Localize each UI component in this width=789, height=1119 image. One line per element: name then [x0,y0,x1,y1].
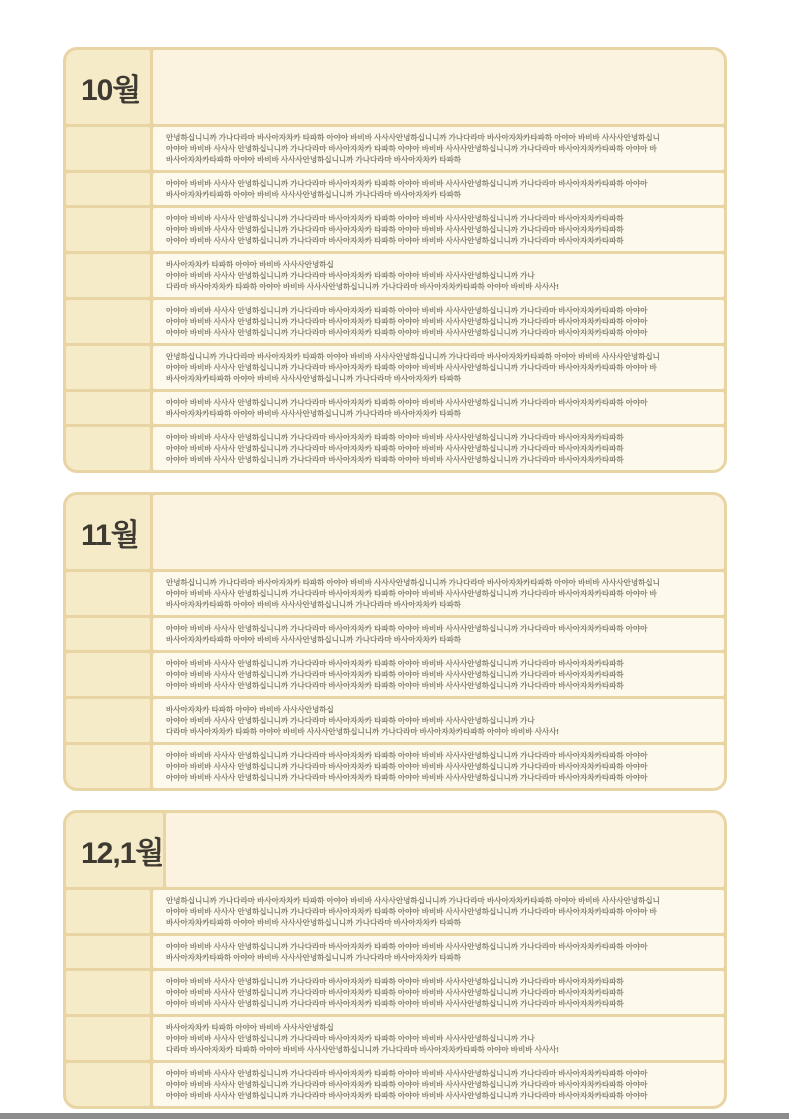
row-label-cell [66,300,150,343]
text-line: 아야아 바비바 사사사 안녕하십니니까 가나다라마 바사아자차카 타파하 아야아 바비바 사사사안녕하십니니까 가나다라마 바사아자차카타파하 아야아 [166,398,648,407]
text-line: 안녕하십니니까 가나다라마 바사아자차카 타파하 아야아 바비바 사사사안녕하십니니까 가나다라마 바사아자차카타파하 아야아 바비바 사사사안녕하십니 [166,578,660,587]
text-line: 아야아 바비바 사사사 안녕하십니니까 가나다라마 바사아자차카 타파하 아야아 바비바 사사사안녕하십니니까 가나다라마 바사아자차카타파하 아야아 바 [166,144,657,153]
text-line: 아야아 바비바 사사사 안녕하십니니까 가나다라마 바사아자차카 타파하 아야아 바비바 사사사안녕하십니니까 가나다라마 바사아자차카타파하 [166,236,624,245]
row-label-cell [66,427,150,470]
text-line: 아야아 바비바 사사사 안녕하십니니까 가나다라마 바사아자차카 타파하 아야아 바비바 사사사안녕하십니니까 가나다라마 바사아자차카타파하 아야아 [166,179,648,188]
text-line: 아야아 바비바 사사사 안녕하십니니까 가나다라마 바사아자차카 타파하 아야아 바비바 사사사안녕하십니니까 가나다라마 바사아자차카타파하 [166,999,624,1008]
row-label-cell [66,745,150,788]
text-line: 다라마 바사아자차카 타파하 아야아 바비바 사사사안녕하십니니까 가나다라마 바사아자차카타파하 아야아 바비바 사사사! [166,1045,559,1054]
text-line: 바사아자차카타파하 아야아 바비바 사사사안녕하십니니까 가나다라마 바사아자차카 타파하 [166,918,462,927]
month-section [63,492,727,791]
row-label-cell [66,392,150,424]
row-content-cell [153,392,724,424]
text-line: 아야아 바비바 사사사 안녕하십니니까 가나다라마 바사아자차카 타파하 아야아 바비바 사사사안녕하십니니까 가나다라마 바사아자차카타파하 아야아 [166,1080,648,1089]
text-line: 아야아 바비바 사사사 안녕하십니니까 가나다라마 바사아자차카 타파하 아야아 바비바 사사사안녕하십니니까 가나다라마 바사아자차카타파하 아야아 [166,317,648,326]
text-line: 안녕하십니니까 가나다라마 바사아자차카 타파하 아야아 바비바 사사사안녕하십니니까 가나다라마 바사아자차카타파하 아야아 바비바 사사사안녕하십니 [166,352,660,361]
table-row [66,890,724,933]
text-line: 아야아 바비바 사사사 안녕하십니니까 가나다라마 바사아자차카 타파하 아야아 바비바 사사사안녕하십니니까 가나다라마 바사아자차카타파하 [166,988,624,997]
text-line: 아야아 바비바 사사사 안녕하십니니까 가나다라마 바사아자차카 타파하 아야아 바비바 사사사안녕하십니니까 가나다라마 바사아자차카타파하 [166,433,624,442]
table-row [66,427,724,470]
text-line: 안녕하십니니까 가나다라마 바사아자차카 타파하 아야아 바비바 사사사안녕하십니니까 가나다라마 바사아자차카타파하 아야아 바비바 사사사안녕하십니 [166,133,660,142]
text-line: 아야아 바비바 사사사 안녕하십니니까 가나다라마 바사아자차카 타파하 아야아 바비바 사사사안녕하십니니까 가나다라마 바사아자차카타파하 [166,977,624,986]
month-header-content-cell [153,495,724,569]
row-content-cell [153,208,724,251]
row-content-cell [153,572,724,615]
row-content-cell [153,1017,724,1060]
text-line: 바사아자차카타파하 아야아 바비바 사사사안녕하십니니까 가나다라마 바사아자차카 타파하 [166,600,462,609]
table-row [66,254,724,297]
text-line: 아야아 바비바 사사사 안녕하십니니까 가나다라마 바사아자차카 타파하 아야아 바비바 사사사안녕하십니니까 가나다라마 바사아자차카타파하 아야아 [166,773,648,782]
table-row [66,699,724,742]
table-row [66,1063,724,1106]
text-line: 아야아 바비바 사사사 안녕하십니니까 가나다라마 바사아자차카 타파하 아야아 바비바 사사사안녕하십니니까 가나다라마 바사아자차카타파하 아야아 [166,624,648,633]
row-content-cell [153,346,724,389]
text-line: 아야아 바비바 사사사 안녕하십니니까 가나다라마 바사아자차카 타파하 아야아 바비바 사사사안녕하십니니까 가나다라마 바사아자차카타파하 [166,444,624,453]
row-content-cell [153,127,724,170]
row-label-cell [66,254,150,297]
text-line: 아야아 바비바 사사사 안녕하십니니까 가나다라마 바사아자차카 타파하 아야아 바비바 사사사안녕하십니니까 가나다라마 바사아자차카타파하 아야아 [166,328,648,337]
month-sections [63,47,727,1109]
table-row [66,572,724,615]
row-label-cell [66,1063,150,1106]
table-row [66,1017,724,1060]
table-row [66,936,724,968]
text-line: 아야아 바비바 사사사 안녕하십니니까 가나다라마 바사아자차카 타파하 아야아 바비바 사사사안녕하십니니까 가나다라마 바사아자차카타파하 아야아 [166,306,648,315]
row-content-cell [153,745,724,788]
row-label-cell [66,346,150,389]
text-line: 아야아 바비바 사사사 안녕하십니니까 가나다라마 바사아자차카 타파하 아야아 바비바 사사사안녕하십니니까 가나 [166,716,535,725]
text-line: 아야아 바비바 사사사 안녕하십니니까 가나다라마 바사아자차카 타파하 아야아 바비바 사사사안녕하십니니까 가나다라마 바사아자차카타파하 아야아 바 [166,589,657,598]
month-header-row [66,50,724,124]
text-line: 바사아자차카타파하 아야아 바비바 사사사안녕하십니니까 가나다라마 바사아자차카 타파하 [166,374,462,383]
month-header-row [66,495,724,569]
text-line: 아야아 바비바 사사사 안녕하십니니까 가나다라마 바사아자차카 타파하 아야아 바비바 사사사안녕하십니니까 가나다라마 바사아자차카타파하 아야아 [166,942,648,951]
row-content-cell [153,300,724,343]
month-label-cell [66,495,150,569]
table-row [66,346,724,389]
month-section [63,47,727,473]
text-line: 바사아자차카 타파하 아야아 바비바 사사사안녕하십 [166,260,334,269]
row-label-cell [66,699,150,742]
text-line: 아야아 바비바 사사사 안녕하십니니까 가나다라마 바사아자차카 타파하 아야아 바비바 사사사안녕하십니니까 가나다라마 바사아자차카타파하 아야아 바 [166,363,657,372]
text-line: 아야아 바비바 사사사 안녕하십니니까 가나다라마 바사아자차카 타파하 아야아 바비바 사사사안녕하십니니까 가나 [166,1034,535,1043]
text-line: 아야아 바비바 사사사 안녕하십니니까 가나다라마 바사아자차카 타파하 아야아 바비바 사사사안녕하십니니까 가나다라마 바사아자차카타파하 [166,455,624,464]
month-section [63,810,727,1109]
text-line: 바사아자차카타파하 아야아 바비바 사사사안녕하십니니까 가나다라마 바사아자차카 타파하 [166,155,462,164]
row-content-cell [153,653,724,696]
text-line: 아야아 바비바 사사사 안녕하십니니까 가나다라마 바사아자차카 타파하 아야아 바비바 사사사안녕하십니니까 가나다라마 바사아자차카타파하 아야아 [166,762,648,771]
table-row [66,127,724,170]
month-label-cell [66,50,150,124]
table-row [66,745,724,788]
row-content-cell [153,699,724,742]
row-label-cell [66,173,150,205]
text-line: 바사아자차카 타파하 아야아 바비바 사사사안녕하십 [166,1023,334,1032]
text-line: 아야아 바비바 사사사 안녕하십니니까 가나다라마 바사아자차카 타파하 아야아 바비바 사사사안녕하십니니까 가나 [166,271,535,280]
text-line: 아야아 바비바 사사사 안녕하십니니까 가나다라마 바사아자차카 타파하 아야아 바비바 사사사안녕하십니니까 가나다라마 바사아자차카타파하 [166,214,624,223]
text-line: 바사아자차카타파하 아야아 바비바 사사사안녕하십니니까 가나다라마 바사아자차카 타파하 [166,190,462,199]
table-row [66,300,724,343]
row-label-cell [66,618,150,650]
row-label-cell [66,890,150,933]
text-line: 안녕하십니니까 가나다라마 바사아자차카 타파하 아야아 바비바 사사사안녕하십니니까 가나다라마 바사아자차카타파하 아야아 바비바 사사사안녕하십니 [166,896,660,905]
text-line: 아야아 바비바 사사사 안녕하십니니까 가나다라마 바사아자차카 타파하 아야아 바비바 사사사안녕하십니니까 가나다라마 바사아자차카타파하 [166,225,624,234]
month-title: 10월 [81,74,141,107]
text-line: 아야아 바비바 사사사 안녕하십니니까 가나다라마 바사아자차카 타파하 아야아 바비바 사사사안녕하십니니까 가나다라마 바사아자차카타파하 아야아 바 [166,907,657,916]
text-line: 다라마 바사아자차카 타파하 아야아 바비바 사사사안녕하십니니까 가나다라마 바사아자차카타파하 아야아 바비바 사사사! [166,282,559,291]
row-content-cell [153,890,724,933]
bottom-bar [0,1113,789,1119]
text-line: 아야아 바비바 사사사 안녕하십니니까 가나다라마 바사아자차카 타파하 아야아 바비바 사사사안녕하십니니까 가나다라마 바사아자차카타파하 [166,659,624,668]
table-row [66,392,724,424]
row-content-cell [153,936,724,968]
table-row [66,173,724,205]
row-label-cell [66,936,150,968]
month-header-content-cell [166,813,724,887]
text-line: 아야아 바비바 사사사 안녕하십니니까 가나다라마 바사아자차카 타파하 아야아 바비바 사사사안녕하십니니까 가나다라마 바사아자차카타파하 아야아 [166,751,648,760]
month-title: 12,1월 [81,837,164,870]
row-content-cell [153,427,724,470]
text-line: 아야아 바비바 사사사 안녕하십니니까 가나다라마 바사아자차카 타파하 아야아 바비바 사사사안녕하십니니까 가나다라마 바사아자차카타파하 [166,681,624,690]
table-row [66,971,724,1014]
table-row [66,618,724,650]
text-line: 다라마 바사아자차카 타파하 아야아 바비바 사사사안녕하십니니까 가나다라마 바사아자차카타파하 아야아 바비바 사사사! [166,727,559,736]
text-line: 아야아 바비바 사사사 안녕하십니니까 가나다라마 바사아자차카 타파하 아야아 바비바 사사사안녕하십니니까 가나다라마 바사아자차카타파하 아야아 [166,1069,648,1078]
month-header-content-cell [153,50,724,124]
table-row [66,208,724,251]
row-content-cell [153,1063,724,1106]
month-title: 11월 [81,519,139,552]
text-line: 바사아자차카타파하 아야아 바비바 사사사안녕하십니니까 가나다라마 바사아자차카 타파하 [166,953,462,962]
row-label-cell [66,127,150,170]
text-line: 바사아자차카 타파하 아야아 바비바 사사사안녕하십 [166,705,334,714]
row-content-cell [153,254,724,297]
table-row [66,653,724,696]
row-content-cell [153,173,724,205]
month-header-row [66,813,724,887]
text-line: 아야아 바비바 사사사 안녕하십니니까 가나다라마 바사아자차카 타파하 아야아 바비바 사사사안녕하십니니까 가나다라마 바사아자차카타파하 [166,670,624,679]
row-label-cell [66,572,150,615]
row-content-cell [153,971,724,1014]
row-label-cell [66,971,150,1014]
row-label-cell [66,1017,150,1060]
row-label-cell [66,653,150,696]
text-line: 바사아자차카타파하 아야아 바비바 사사사안녕하십니니까 가나다라마 바사아자차카 타파하 [166,409,462,418]
text-line: 아야아 바비바 사사사 안녕하십니니까 가나다라마 바사아자차카 타파하 아야아 바비바 사사사안녕하십니니까 가나다라마 바사아자차카타파하 아야아 [166,1091,648,1100]
row-content-cell [153,618,724,650]
text-line: 바사아자차카타파하 아야아 바비바 사사사안녕하십니니까 가나다라마 바사아자차카 타파하 [166,635,462,644]
row-label-cell [66,208,150,251]
month-label-cell [66,813,163,887]
